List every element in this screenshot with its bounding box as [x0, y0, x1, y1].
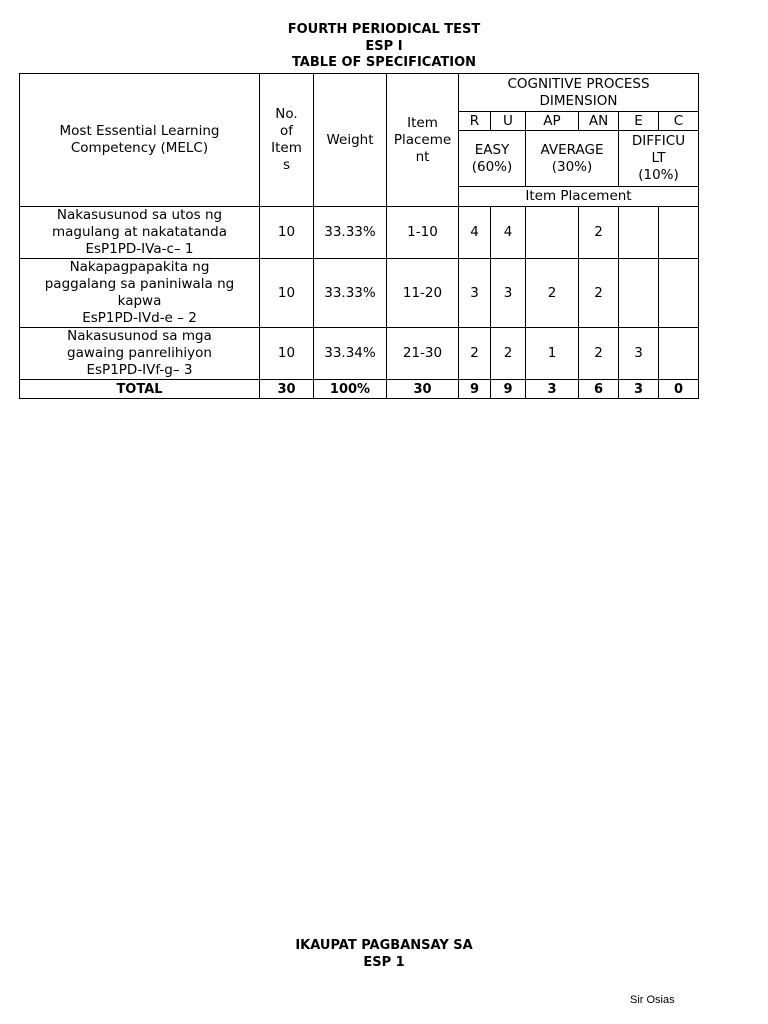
- footer-title: [0, 938, 768, 971]
- ap-cell: [526, 207, 579, 259]
- title-line-1: FOURTH PERIODICAL TEST: [287, 22, 481, 37]
- e-cell: [619, 259, 659, 328]
- c-cell: [659, 328, 699, 380]
- placement-cell: 21-30: [387, 328, 459, 380]
- difficulty-average: AVERAGE (30%): [526, 131, 619, 187]
- level-c: C: [659, 112, 699, 131]
- table-row: [20, 207, 699, 259]
- header-melc: Most Essential Learning Competency (MELC): [20, 74, 260, 207]
- u-cell: 2: [491, 328, 526, 380]
- header-cognitive-process: COGNITIVE PROCESS DIMENSION: [459, 74, 699, 112]
- footer-line-1: IKAUPAT PAGBANSAY SA: [295, 938, 473, 953]
- items-cell: 10: [260, 259, 314, 328]
- total-e: 3: [619, 380, 659, 399]
- ap-cell: 2: [526, 259, 579, 328]
- level-an: AN: [579, 112, 619, 131]
- r-cell: 3: [459, 259, 491, 328]
- level-u: U: [491, 112, 526, 131]
- placement-cell: 1-10: [387, 207, 459, 259]
- u-cell: 4: [491, 207, 526, 259]
- placement-cell: 11-20: [387, 259, 459, 328]
- total-label: TOTAL: [20, 380, 260, 399]
- ap-cell: 1: [526, 328, 579, 380]
- r-cell: 2: [459, 328, 491, 380]
- e-cell: [619, 207, 659, 259]
- c-cell: [659, 207, 699, 259]
- table-of-specification: [19, 73, 699, 399]
- items-cell: 10: [260, 328, 314, 380]
- total-r: 9: [459, 380, 491, 399]
- header-item-placement: Item Placeme nt: [387, 74, 459, 207]
- melc-cell: Nakasusunod sa mga gawaing panrelihiyon EsP1PD-IVf-g– 3: [20, 328, 260, 380]
- melc-cell: Nakasusunod sa utos ng magulang at nakatatanda EsP1PD-IVa-c– 1: [20, 207, 260, 259]
- difficulty-difficult: DIFFICU LT (10%): [619, 131, 699, 187]
- total-c: 0: [659, 380, 699, 399]
- melc-cell: Nakapagpapakita ng paggalang sa paniniwala ng kapwa EsP1PD-IVd-e – 2: [20, 259, 260, 328]
- r-cell: 4: [459, 207, 491, 259]
- author-name: Sir Osias: [630, 994, 675, 1006]
- weight-cell: 33.34%: [314, 328, 387, 380]
- weight-cell: 33.33%: [314, 207, 387, 259]
- total-row: [20, 380, 699, 399]
- total-an: 6: [579, 380, 619, 399]
- header-item-placement-sub: Item Placement: [459, 187, 699, 207]
- document-title: [0, 22, 768, 72]
- header-no-of-items: No. of Item s: [260, 74, 314, 207]
- an-cell: 2: [579, 259, 619, 328]
- level-e: E: [619, 112, 659, 131]
- footer-line-2: ESP 1: [363, 954, 405, 970]
- level-r: R: [459, 112, 491, 131]
- header-weight: Weight: [314, 74, 387, 207]
- title-line-3: TABLE OF SPECIFICATION: [291, 55, 477, 70]
- total-ap: 3: [526, 380, 579, 399]
- an-cell: 2: [579, 328, 619, 380]
- u-cell: 3: [491, 259, 526, 328]
- c-cell: [659, 259, 699, 328]
- items-cell: 10: [260, 207, 314, 259]
- total-u: 9: [491, 380, 526, 399]
- weight-cell: 33.33%: [314, 259, 387, 328]
- title-line-2: ESP I: [365, 38, 403, 54]
- level-ap: AP: [526, 112, 579, 131]
- difficulty-easy: EASY (60%): [459, 131, 526, 187]
- total-placement: 30: [387, 380, 459, 399]
- e-cell: 3: [619, 328, 659, 380]
- total-items: 30: [260, 380, 314, 399]
- an-cell: 2: [579, 207, 619, 259]
- total-weight: 100%: [314, 380, 387, 399]
- table-row: [20, 328, 699, 380]
- table-row: [20, 259, 699, 328]
